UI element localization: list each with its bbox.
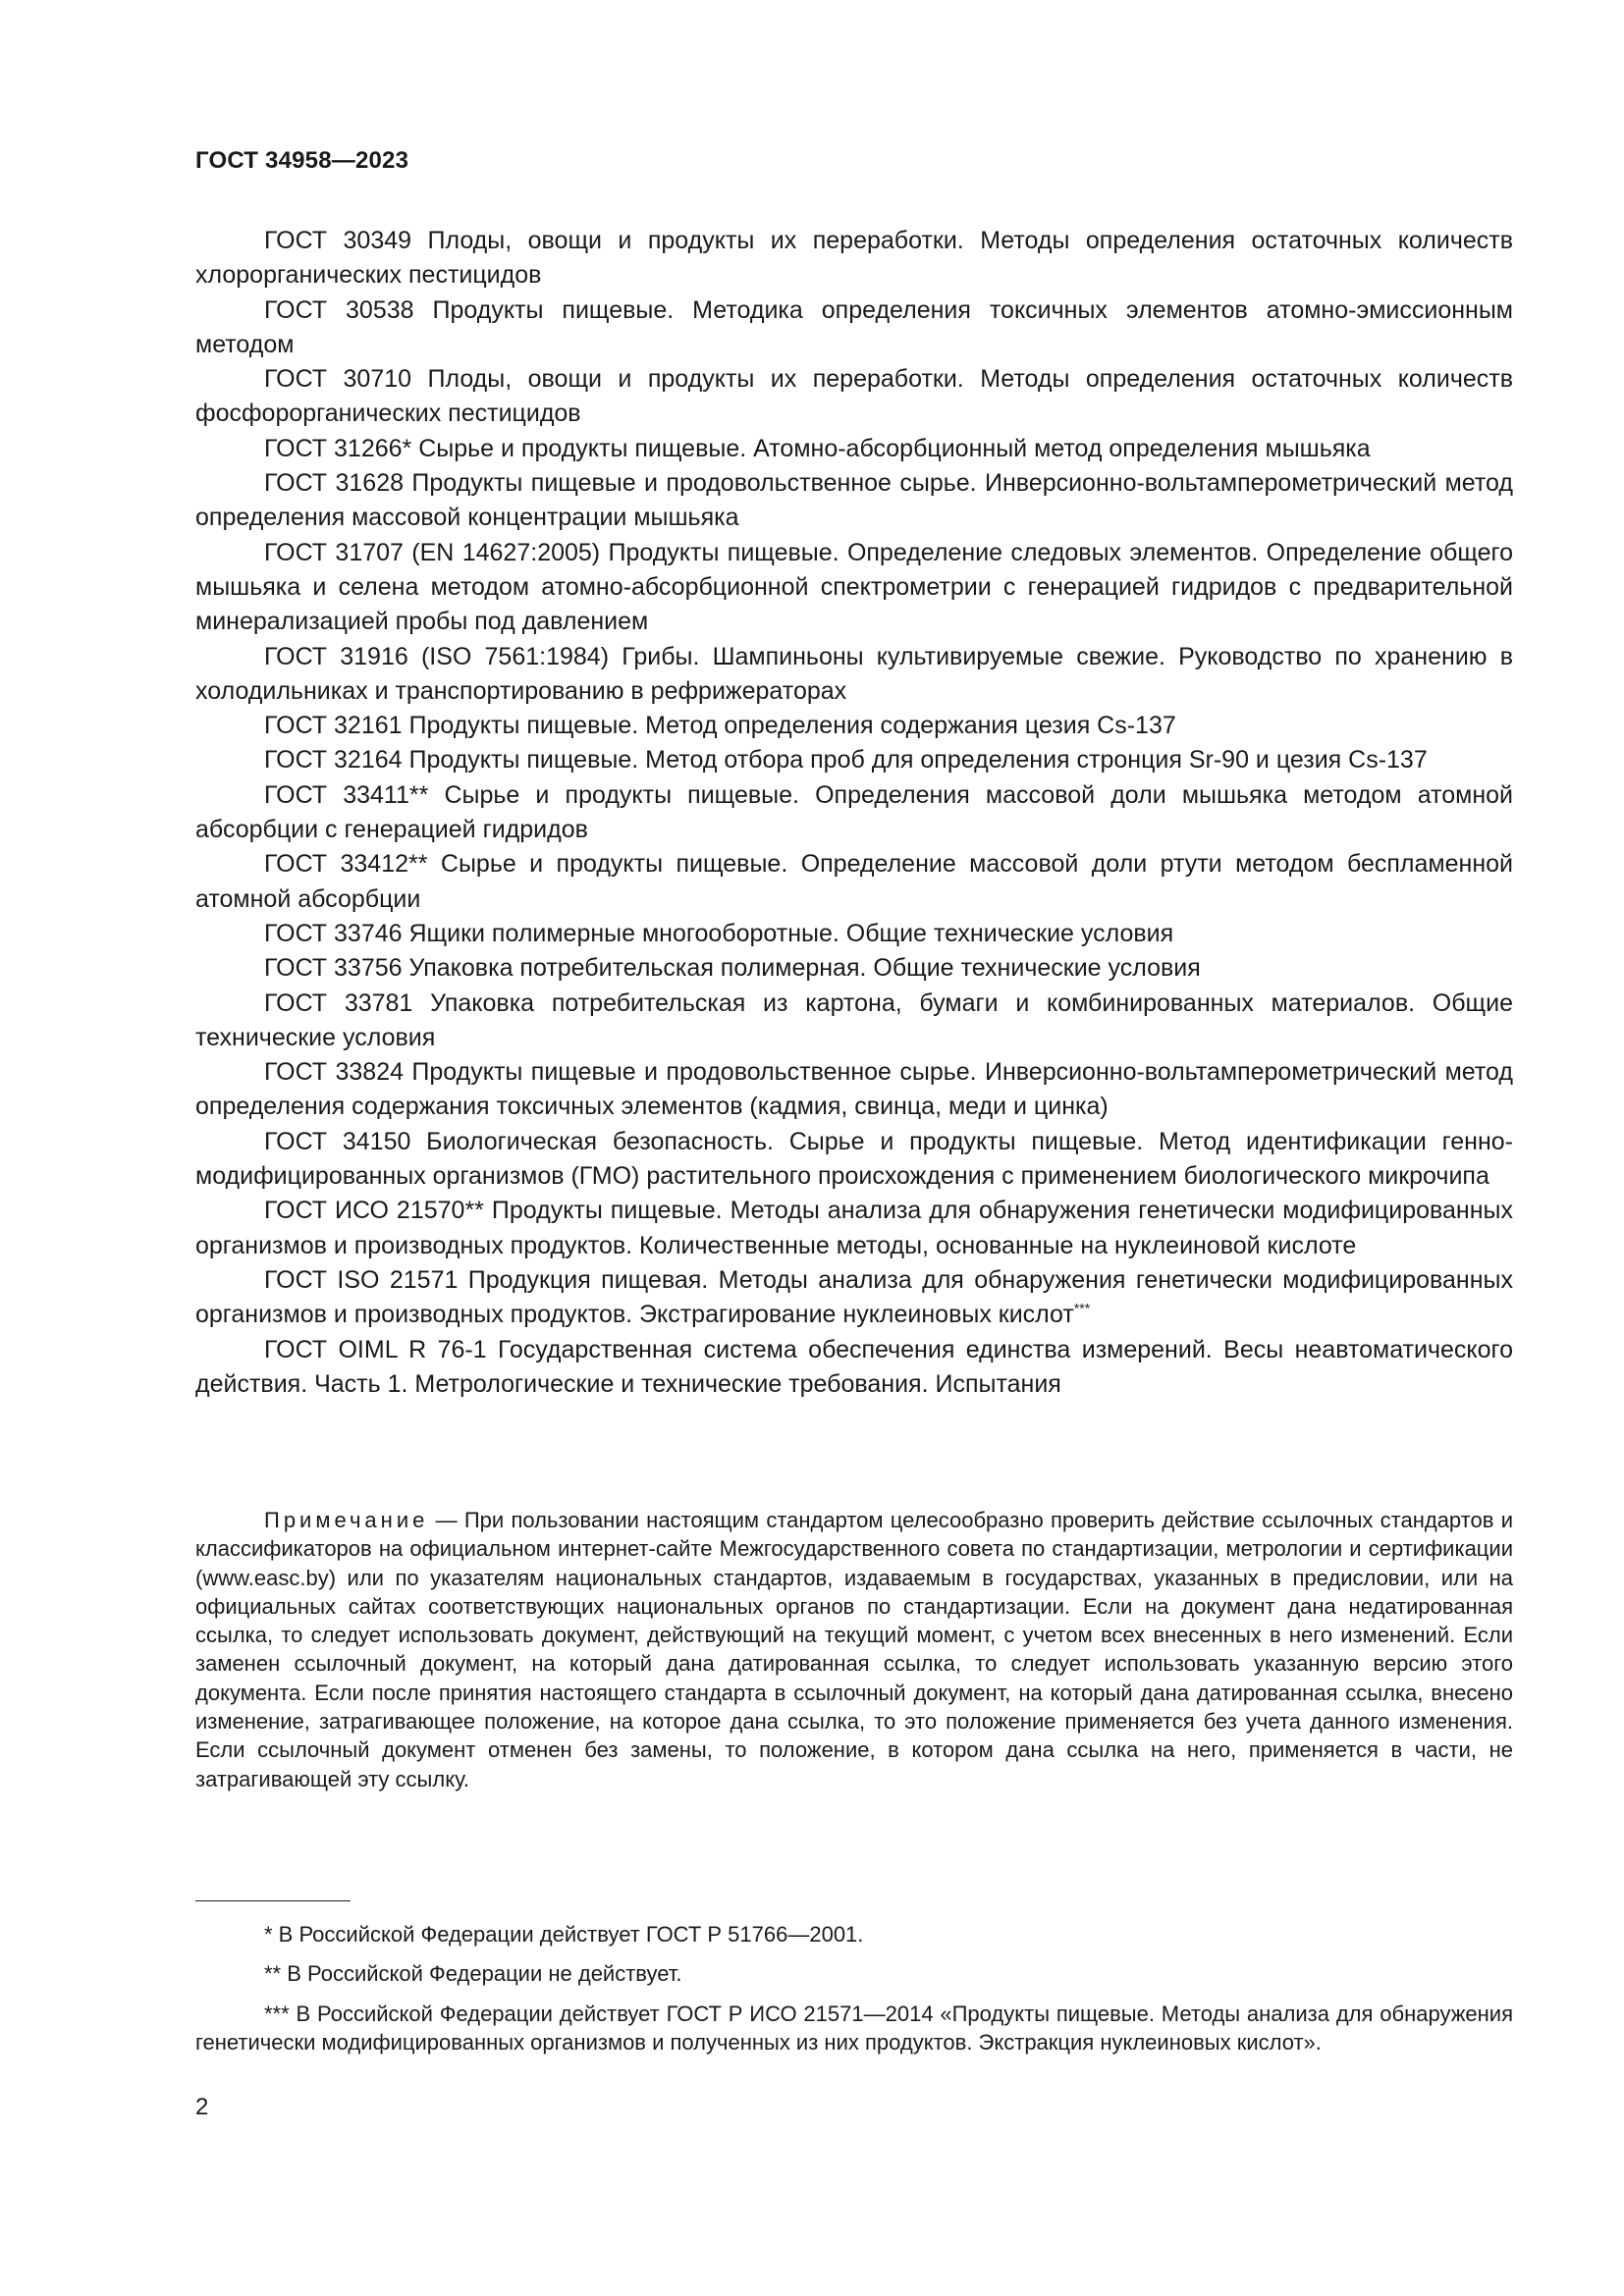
reference-item: ГОСТ 31916 (ISO 7561:1984) Грибы. Шампиньоны культивируемые свежие. Руководство по хранению в холодильниках и транспортированию в рефрижераторах bbox=[195, 642, 1513, 705]
reference-item: ГОСТ 30349 Плоды, овощи и продукты их переработки. Методы определения остаточных количеств хлорорганических пестицидов bbox=[195, 227, 1513, 290]
reference-item: ГОСТ 32164 Продукты пищевые. Метод отбора проб для определения стронция Sr-90 и цезия Cs-137 bbox=[264, 746, 1428, 774]
reference-item: ГОСТ 31707 (EN 14627:2005) Продукты пищевые. Определение следовых элементов. Определение общего мышьяка и селена методом атомно-абсорбционной спектрометрии с генерацией гидридов с предварительной минерализацией пробы под давлением bbox=[195, 538, 1513, 636]
reference-item: ГОСТ OIML R 76-1 Государственная система обеспечения единства измерений. Весы неавтоматического действия. Часть 1. Метрологические и технические требования. Испытания bbox=[195, 1335, 1513, 1398]
reference-item: ГОСТ 32161 Продукты пищевые. Метод определения содержания цезия Cs-137 bbox=[264, 712, 1176, 740]
note-text: — При пользовании настоящим стандартом целесообразно проверить действие ссылочных стандартов и классификаторов на официальном интернет-сайте Межгосударственного совета по стандартизации, метрологии и сертификации (www.easc.by) или по указателям национальных стандартов, издаваемым в государствах, указанных в предисловии, или на официальных сайтах соответствующих национальных органов по стандартизации. Если на документ дана недатированная ссылка, то следует использовать документ, действующий на текущий момент, с учетом всех внесенных в него изменений. Если заменен ссылочный документ, на который дана датированная ссылка, то следует использовать указанную версию этого документа. Если после принятия настоящего стандарта в ссылочный документ, на который дана датированная ссылка, внесено изменение, затрагивающее положение, на которое дана ссылка, то это положение применяется без учета данного изменения. Если ссылочный документ отменен без замены, то положение, в котором дана ссылка на него, применяется в части, не затрагивающей эту ссылку. bbox=[195, 1508, 1513, 1791]
note-label: Примечание bbox=[264, 1508, 429, 1532]
footnotes bbox=[195, 1920, 1513, 2067]
reference-item: ГОСТ 30710 Плоды, овощи и продукты их переработки. Методы определения остаточных количеств фосфорорганических пестицидов bbox=[195, 365, 1513, 428]
reference-item: ГОСТ 31628 Продукты пищевые и продовольственное сырье. Инверсионно-вольтамперометрический метод определения массовой концентрации мышьяка bbox=[195, 469, 1513, 532]
footnote-item: *** В Российской Федерации действует ГОСТ Р ИСО 21571—2014 «Продукты пищевые. Методы анализа для обнаружения генетически модифицированных организмов и полученных из них продуктов. Экстракция нуклеиновых кислот». bbox=[195, 2001, 1513, 2055]
document-header: ГОСТ 34958—2023 bbox=[195, 147, 409, 174]
footnote-mark: *** bbox=[1073, 1300, 1091, 1316]
footnote-item: ** В Российской Федерации не действует. bbox=[264, 1961, 682, 1987]
reference-item: ГОСТ 33746 Ящики полимерные многооборотные. Общие технические условия bbox=[264, 919, 1174, 947]
reference-item: ГОСТ 34150 Биологическая безопасность. Сырье и продукты пищевые. Метод идентификации генно-модифицированных организмов (ГМО) растительного происхождения с применением биологического микрочипа bbox=[195, 1127, 1513, 1191]
normative-references-list bbox=[195, 224, 1513, 1402]
reference-item: ГОСТ ИСО 21570** Продукты пищевые. Методы анализа для обнаружения генетически модифицированных организмов и производных продуктов. Количественные методы, основанные на нуклеиновой кислоте bbox=[195, 1197, 1513, 1259]
reference-item: ГОСТ 33411** Сырье и продукты пищевые. Определения массовой доли мышьяка методом атомной абсорбции с генерацией гидридов bbox=[195, 780, 1513, 844]
footnote-separator bbox=[195, 1900, 351, 1901]
reference-item: ГОСТ 33412** Сырье и продукты пищевые. Определение массовой доли ртути методом беспламенной атомной абсорбции bbox=[195, 850, 1513, 913]
footnote-item: * В Российской Федерации действует ГОСТ Р 51766—2001. bbox=[264, 1922, 864, 1947]
reference-item: ГОСТ 30538 Продукты пищевые. Методика определения токсичных элементов атомно-эмиссионным методом bbox=[195, 295, 1513, 358]
reference-item: ГОСТ 33781 Упаковка потребительская из картона, бумаги и комбинированных материалов. Общие технические условия bbox=[195, 988, 1513, 1051]
reference-item: ГОСТ 31266* Сырье и продукты пищевые. Атомно-абсорбционный метод определения мышьяка bbox=[264, 434, 1371, 462]
reference-item: ГОСТ 33824 Продукты пищевые и продовольственное сырье. Инверсионно-вольтамперометрический метод определения содержания токсичных элементов (кадмия, свинца, меди и цинка) bbox=[195, 1058, 1513, 1121]
page-number: 2 bbox=[195, 2094, 209, 2120]
reference-item: ГОСТ ISO 21571 Продукция пищевая. Методы анализа для обнаружения генетически модифицированных организмов и производных продуктов. Экстрагирование нуклеиновых кислот*** bbox=[195, 1265, 1513, 1329]
note-paragraph bbox=[195, 1506, 1513, 1793]
reference-item: ГОСТ 33756 Упаковка потребительская полимерная. Общие технические условия bbox=[264, 954, 1201, 983]
